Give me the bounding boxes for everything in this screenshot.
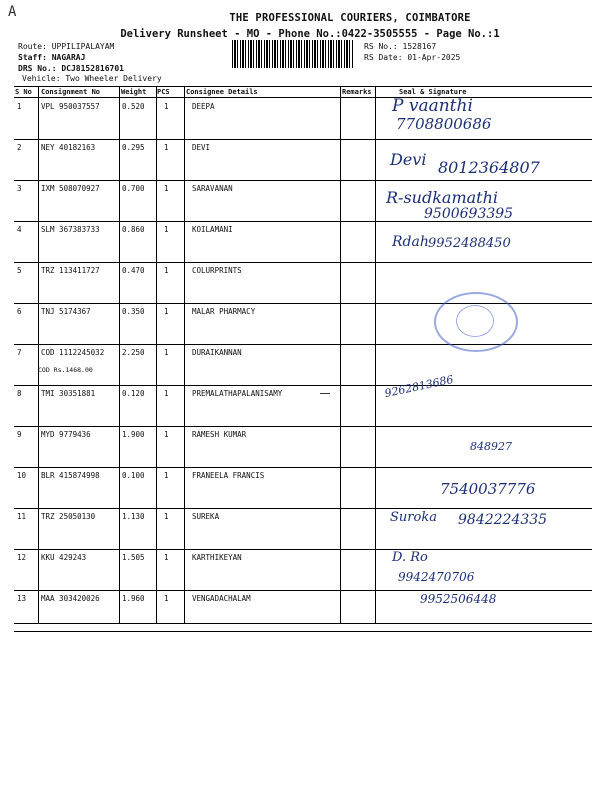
row-consignment: KKU 429243 [41,553,87,562]
drs-label: DRS No.: DCJ8152816701 [18,64,124,73]
row-consignment: VPL 950037557 [41,102,100,111]
row-consignment: SLM 367383733 [41,225,100,234]
row-sno: 1 [17,102,22,111]
cod-amount: COD Rs.1468.00 [38,366,93,374]
col-remarks: Remarks [342,88,372,96]
corner-mark: A [8,4,17,20]
row-consignee: KARTHIKEYAN [192,553,242,562]
row-consignee: DEVI [192,143,211,152]
row-consignee: KOILAMANI [192,225,233,234]
row-consignee: DEEPA [192,102,215,111]
row-pcs: 1 [164,225,169,234]
stray-dash [320,393,330,394]
signature-text: Devi [390,150,427,169]
row-consignee: MALAR PHARMACY [192,307,256,316]
row-consignee: SARAVANAN [192,184,233,193]
col-consignment: Consignment No [41,88,101,96]
signature-phone: 9262813686 [383,372,455,401]
row-consignee: FRANEELA FRANCIS [192,471,265,480]
rs-no-label: RS No.: 1528167 [364,42,437,51]
col-weight: Weight [121,88,147,96]
row-consignment: MAA 303420026 [41,594,100,603]
row-sno: 3 [17,184,22,193]
table-row [14,344,592,386]
signature-phone: 7540037776 [440,480,536,498]
col-seal-signature: Seal & Signature [399,88,467,96]
row-pcs: 1 [164,389,169,398]
staff-label: Staff: NAGARAJ [18,53,86,62]
row-sno: 11 [17,512,27,521]
signature-phone: 9842224335 [458,512,548,528]
company-title: THE PROFESSIONAL COURIERS, COIMBATORE [229,12,471,24]
row-weight: 2.250 [122,348,145,357]
signature-phone: 848927 [470,440,512,453]
row-weight: 1.960 [122,594,145,603]
row-sno: 8 [17,389,22,398]
row-consignee: SUREKA [192,512,220,521]
runsheet-subtitle: Delivery Runsheet - MO - Phone No.:0422-3505555 - Page No.:1 [120,28,500,40]
row-consignee: VENGADACHALAM [192,594,251,603]
row-pcs: 1 [164,143,169,152]
signature-phone: 8012364807 [438,158,540,177]
row-sno: 5 [17,266,22,275]
signature-text: R-sudkamathi [386,188,499,207]
row-pcs: 1 [164,348,169,357]
row-sno: 13 [17,594,27,603]
col-consignee: Consignee Details [186,88,258,96]
col-pcs: PCS [157,88,170,96]
row-consignee: COLURPRINTS [192,266,242,275]
table-row [14,549,592,591]
signature-phone: 9952506448 [420,592,497,606]
row-consignee: PREMALATHAPALANISAMY [192,389,283,398]
row-weight: 0.295 [122,143,145,152]
signature-phone: 9500693395 [424,206,514,222]
row-pcs: 1 [164,471,169,480]
row-consignment: NEY 40182163 [41,143,96,152]
row-sno: 6 [17,307,22,316]
row-pcs: 1 [164,512,169,521]
row-sno: 2 [17,143,22,152]
row-weight: 0.470 [122,266,145,275]
row-pcs: 1 [164,184,169,193]
row-pcs: 1 [164,102,169,111]
table-row [14,385,592,427]
rs-date-label: RS Date: 01-Apr-2025 [364,53,461,62]
row-consignee: DURAIKANNAN [192,348,242,357]
row-sno: 10 [17,471,27,480]
row-sno: 7 [17,348,22,357]
row-sno: 9 [17,430,22,439]
signature-phone: 9942470706 [398,570,475,584]
signature-text: D. Ro [392,550,428,565]
table-row [14,262,592,304]
row-consignment: TMI 30351881 [41,389,96,398]
row-pcs: 1 [164,594,169,603]
company-seal-inner [456,305,494,337]
signature-phone: 7708800686 [396,115,492,133]
table-header [14,87,592,98]
signature-text: Rdah [392,234,429,250]
row-pcs: 1 [164,307,169,316]
row-weight: 0.120 [122,389,145,398]
row-weight: 0.700 [122,184,145,193]
vehicle-label: Vehicle: Two Wheeler Delivery [22,74,162,83]
route-label: Route: UPPILIPALAYAM [18,42,115,51]
col-sno: S No [15,88,32,96]
row-consignment: IXM 508070927 [41,184,100,193]
row-weight: 0.350 [122,307,145,316]
row-pcs: 1 [164,430,169,439]
table-row [14,590,592,632]
barcode [232,40,354,68]
row-weight: 0.860 [122,225,145,234]
row-weight: 0.520 [122,102,145,111]
row-consignment: TNJ 5174367 [41,307,91,316]
signature-text: P vaanthi [392,96,473,116]
row-weight: 1.900 [122,430,145,439]
signature-phone: 9952488450 [428,236,511,251]
row-consignment: BLR 415874998 [41,471,100,480]
table-row [14,98,592,140]
row-weight: 1.130 [122,512,145,521]
row-weight: 0.100 [122,471,145,480]
row-pcs: 1 [164,266,169,275]
row-pcs: 1 [164,553,169,562]
row-consignee: RAMESH KUMAR [192,430,247,439]
row-sno: 12 [17,553,27,562]
row-sno: 4 [17,225,22,234]
row-consignment: COD 1112245032 [41,348,105,357]
row-consignment: MYD 9779436 [41,430,91,439]
row-weight: 1.505 [122,553,145,562]
row-consignment: TRZ 113411727 [41,266,100,275]
row-consignment: TRZ 25050130 [41,512,96,521]
signature-text: Suroka [390,510,437,525]
